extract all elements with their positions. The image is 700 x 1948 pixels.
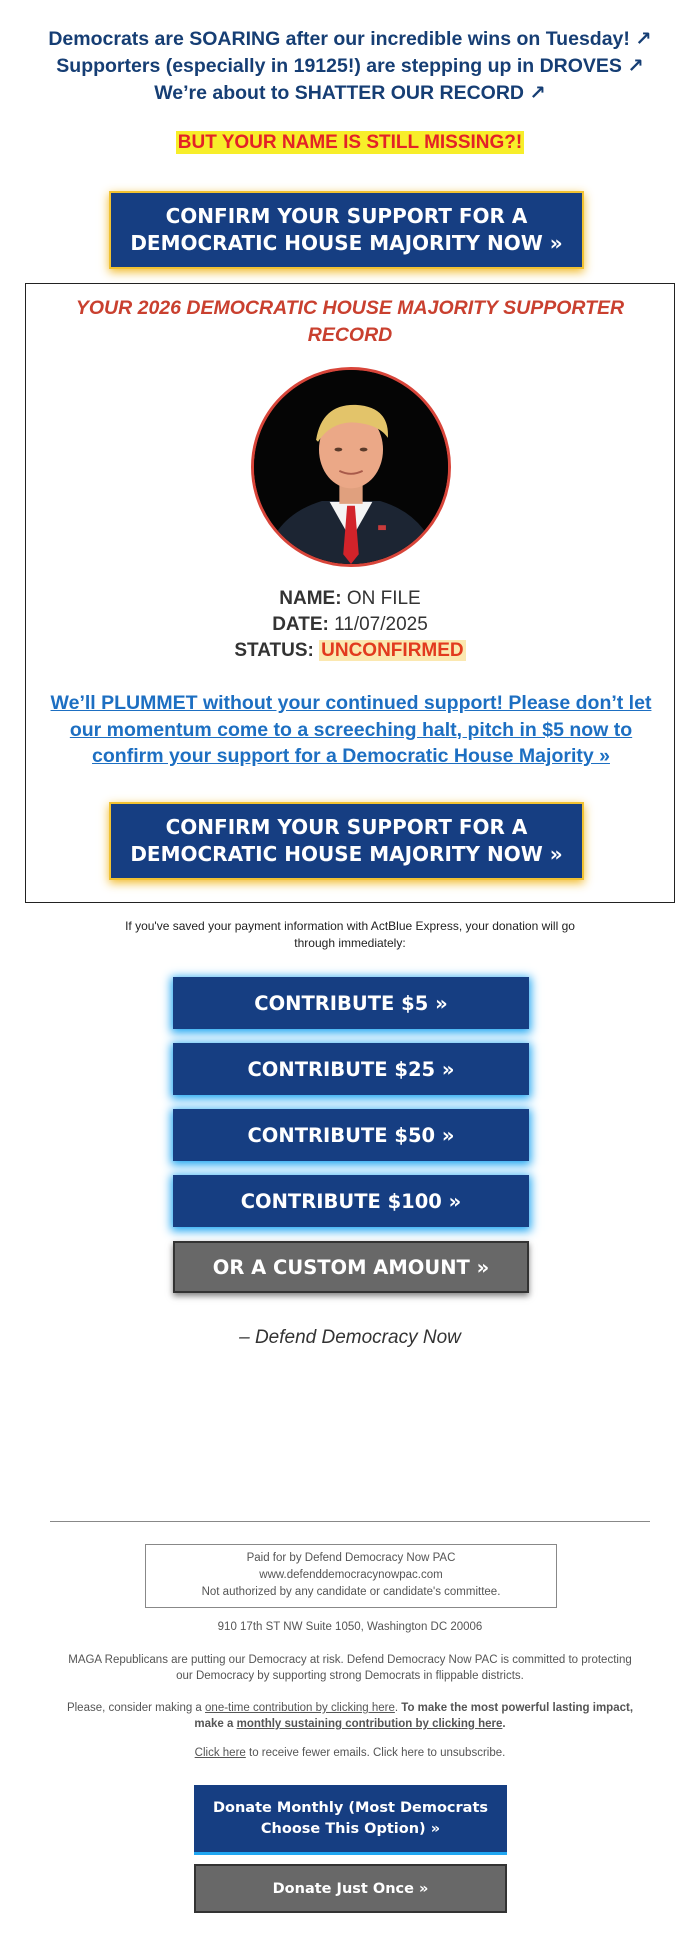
record-title bbox=[26, 295, 674, 349]
headline-line-3: We’re about to SHATTER OUR RECORD ↗ bbox=[154, 82, 546, 104]
name-row bbox=[26, 586, 674, 612]
contribute-5-button[interactable]: CONTRIBUTE $5 » bbox=[173, 977, 529, 1029]
confirm-support-button-top[interactable] bbox=[109, 191, 584, 269]
status-badge: UNCONFIRMED bbox=[321, 640, 464, 661]
fewer-emails-text: to receive fewer emails. Click here to unsubscribe. bbox=[245, 1747, 506, 1759]
name-label: NAME: bbox=[279, 588, 342, 609]
consider-end: . bbox=[502, 1718, 506, 1730]
email-preferences bbox=[0, 1747, 700, 1759]
record-fields bbox=[26, 586, 674, 664]
website-text: www.defenddemocracynowpac.com bbox=[259, 1569, 443, 1581]
record-title-line-2: RECORD bbox=[307, 324, 393, 346]
contribute-50-button[interactable]: CONTRIBUTE $50 » bbox=[173, 1109, 529, 1161]
mailing-address: 910 17th ST NW Suite 1050, Washington DC 20006 bbox=[217, 1621, 483, 1633]
one-time-contribution-link[interactable]: one-time contribution by clicking here bbox=[205, 1702, 395, 1714]
missing-name-alert bbox=[0, 132, 700, 154]
not-authorized-text: Not authorized by any candidate or candidate's committee. bbox=[201, 1586, 501, 1598]
alert-text: BUT YOUR NAME IS STILL MISSING?! bbox=[177, 132, 523, 153]
date-value: 11/07/2025 bbox=[334, 614, 428, 635]
cta-line-2: DEMOCRATIC HOUSE MAJORITY NOW » bbox=[130, 842, 563, 866]
cta-line-2: DEMOCRATIC HOUSE MAJORITY NOW » bbox=[130, 231, 563, 255]
cta-line-1: CONFIRM YOUR SUPPORT FOR A bbox=[165, 204, 528, 228]
mission-statement: MAGA Republicans are putting our Democracy at risk. Defend Democracy Now PAC is committed to protecting our Democracy by supporting strong Democrats in flippable districts. bbox=[68, 1654, 632, 1682]
portrait-illustration bbox=[254, 370, 448, 564]
date-label: DATE: bbox=[272, 614, 329, 635]
consider-prefix: Please, consider making a bbox=[66, 1702, 206, 1714]
actblue-express-note: If you've saved your payment information with ActBlue Express, your donation will go through immediately: bbox=[125, 919, 575, 950]
cta-line-1: CONFIRM YOUR SUPPORT FOR A bbox=[165, 815, 528, 839]
status-label: STATUS: bbox=[234, 640, 314, 661]
paid-for-disclaimer bbox=[145, 1544, 557, 1608]
fewer-emails-link[interactable]: Click here bbox=[194, 1747, 246, 1759]
contribution-options-text bbox=[60, 1700, 640, 1732]
consider-mid: . bbox=[394, 1702, 402, 1714]
headline-line-1: Democrats are SOARING after our incredible wins on Tuesday! ↗ bbox=[48, 28, 652, 50]
contribute-25-button[interactable]: CONTRIBUTE $25 » bbox=[173, 1043, 529, 1095]
record-title-line-1: YOUR 2026 DEMOCRATIC HOUSE MAJORITY SUPPORTER bbox=[75, 297, 625, 319]
donate-once-button[interactable]: Donate Just Once » bbox=[194, 1864, 507, 1913]
headline-line-2: Supporters (especially in 19125!) are stepping up in DROVES ↗ bbox=[56, 55, 644, 77]
pitch-in-link[interactable]: We’ll PLUMMET without your continued support! Please don’t let our momentum come to a screeching halt, pitch in $5 now to confirm your support for a Democratic House Majority » bbox=[50, 692, 652, 767]
signoff: – Defend Democracy Now bbox=[239, 1327, 461, 1348]
monthly-contribution-link[interactable]: monthly sustaining contribution by clicking here bbox=[236, 1718, 503, 1730]
name-value: ON FILE bbox=[346, 588, 421, 609]
status-row bbox=[26, 638, 674, 664]
date-row bbox=[26, 612, 674, 638]
confirm-support-button-bottom[interactable] bbox=[109, 802, 584, 880]
portrait-photo bbox=[251, 367, 451, 567]
donate-monthly-button[interactable] bbox=[194, 1785, 507, 1855]
custom-amount-button[interactable]: OR A CUSTOM AMOUNT » bbox=[173, 1241, 529, 1293]
paid-by-text: Paid for by Defend Democracy Now PAC bbox=[246, 1552, 456, 1564]
monthly-line-1: Donate Monthly (Most Democrats bbox=[212, 1799, 489, 1816]
monthly-line-2: Choose This Option) » bbox=[260, 1820, 441, 1837]
headline bbox=[0, 26, 700, 107]
contribute-100-button[interactable]: CONTRIBUTE $100 » bbox=[173, 1175, 529, 1227]
footer-divider bbox=[50, 1521, 650, 1522]
consider-bold: To make the most powerful lasting impact, make a bbox=[194, 1702, 634, 1730]
